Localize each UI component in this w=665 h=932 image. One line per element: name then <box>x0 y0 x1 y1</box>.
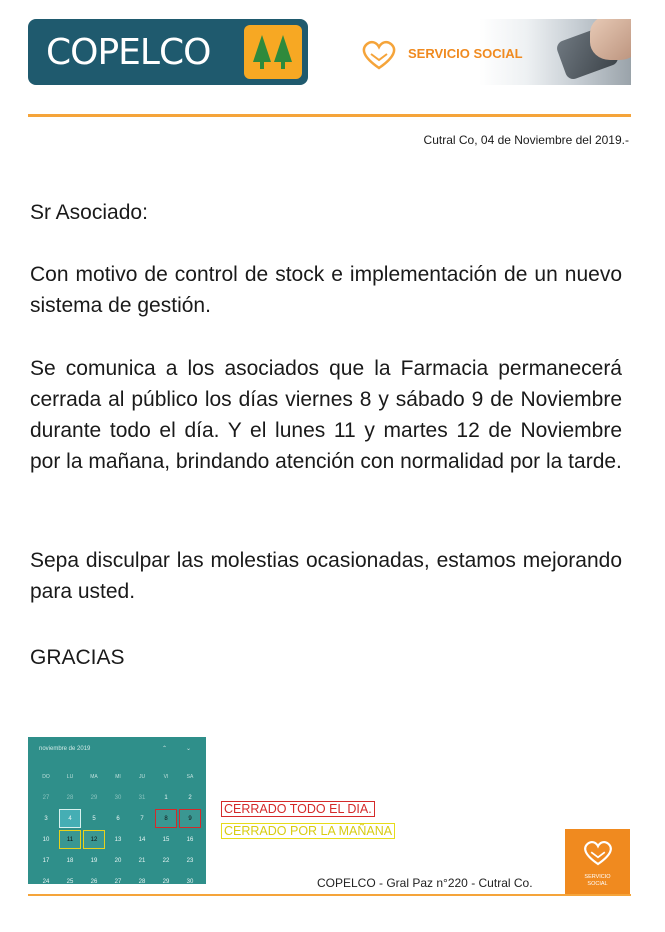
calendar-day[interactable]: 9 <box>179 809 201 828</box>
calendar-day[interactable]: 10 <box>42 836 50 843</box>
calendar-day[interactable]: 5 <box>92 815 96 822</box>
calendar-day[interactable]: 20 <box>114 857 122 864</box>
paragraph-stock-control: Con motivo de control de stock e implementación de un nuevo sistema de gestión. <box>30 263 622 317</box>
calendar-day[interactable]: 19 <box>90 857 98 864</box>
weekday-header: SA <box>186 773 194 780</box>
calendar-day[interactable]: 28 <box>66 794 74 801</box>
copelco-logo <box>28 19 308 85</box>
calendar-day[interactable]: 2 <box>188 794 192 801</box>
legend-closed-all-day: CERRADO TODO EL DIA. <box>221 801 375 817</box>
service-social-banner <box>355 19 631 85</box>
greeting: Sr Asociado: <box>30 201 148 224</box>
calendar-widget <box>28 737 206 884</box>
badge-label-1: SERVICIO <box>584 874 611 880</box>
calendar-day[interactable]: 22 <box>162 857 170 864</box>
banner-photo-hand <box>590 19 631 60</box>
calendar-day[interactable]: 30 <box>114 794 122 801</box>
calendar-day[interactable]: 16 <box>186 836 194 843</box>
calendar-day[interactable]: 29 <box>162 878 170 885</box>
calendar-day[interactable]: 4 <box>59 809 81 828</box>
calendar-day[interactable]: 1 <box>164 794 168 801</box>
calendar-day[interactable]: 13 <box>114 836 122 843</box>
legend-closed-morning: CERRADO POR LA MAÑANA <box>221 823 395 839</box>
heart-hands-icon <box>581 839 615 872</box>
calendar-day[interactable]: 18 <box>66 857 74 864</box>
weekday-header: DO <box>42 773 50 780</box>
calendar-day[interactable]: 28 <box>138 878 146 885</box>
logo-text: COPELCO <box>46 31 211 73</box>
calendar-day[interactable]: 24 <box>42 878 50 885</box>
calendar-day[interactable]: 26 <box>90 878 98 885</box>
calendar-day[interactable]: 17 <box>42 857 50 864</box>
calendar-day[interactable]: 30 <box>186 878 194 885</box>
calendar-day[interactable]: 29 <box>90 794 98 801</box>
calendar-day[interactable]: 23 <box>186 857 194 864</box>
weekday-header: VI <box>163 773 169 780</box>
calendar-day[interactable]: 31 <box>138 794 146 801</box>
heart-hands-icon <box>359 39 399 76</box>
calendar-day[interactable]: 11 <box>59 830 81 849</box>
paragraph-closure-notice: Se comunica a los asociados que la Farmacia permanecerá cerrada al público los días viernes 8 y sábado 9 de Noviembre durante todo el día. Y el lunes 11 y martes 12 de Noviembre por la mañana, brindando atención con normalidad por la tarde. <box>30 357 622 473</box>
weekday-header: LU <box>66 773 74 780</box>
chevron-up-icon[interactable]: ⌃ <box>162 746 168 752</box>
date-line: Cutral Co, 04 de Noviembre del 2019.- <box>423 133 629 147</box>
pine-trees-icon <box>244 25 302 79</box>
chevron-down-icon[interactable]: ⌄ <box>186 746 192 752</box>
calendar-day[interactable]: 27 <box>114 878 122 885</box>
calendar-day[interactable]: 3 <box>44 815 48 822</box>
calendar-grid <box>34 766 202 892</box>
footer-address: COPELCO - Gral Paz n°220 - Cutral Co. <box>317 876 533 890</box>
calendar-day[interactable]: 27 <box>42 794 50 801</box>
closing-thanks: GRACIAS <box>30 646 125 669</box>
top-divider <box>28 114 631 117</box>
calendar-day[interactable]: 15 <box>162 836 170 843</box>
badge-label-2: SOCIAL <box>587 881 608 887</box>
calendar-day[interactable]: 8 <box>155 809 177 828</box>
bottom-divider <box>28 894 631 896</box>
weekday-header: MA <box>90 773 98 780</box>
calendar-day[interactable]: 6 <box>116 815 120 822</box>
calendar-month-title: noviembre de 2019 <box>39 746 91 752</box>
paragraph-apology: Sepa disculpar las molestias ocasionadas, estamos mejorando para usted. <box>30 549 622 603</box>
calendar-day[interactable]: 21 <box>138 857 146 864</box>
weekday-header: MI <box>115 773 121 780</box>
calendar-day[interactable]: 25 <box>66 878 74 885</box>
calendar-day[interactable]: 14 <box>138 836 146 843</box>
weekday-header: JU <box>138 773 146 780</box>
calendar-day[interactable]: 12 <box>83 830 105 849</box>
calendar-day[interactable]: 7 <box>140 815 144 822</box>
service-label: SERVICIO SOCIAL <box>408 46 523 61</box>
servicio-social-badge <box>565 829 630 895</box>
